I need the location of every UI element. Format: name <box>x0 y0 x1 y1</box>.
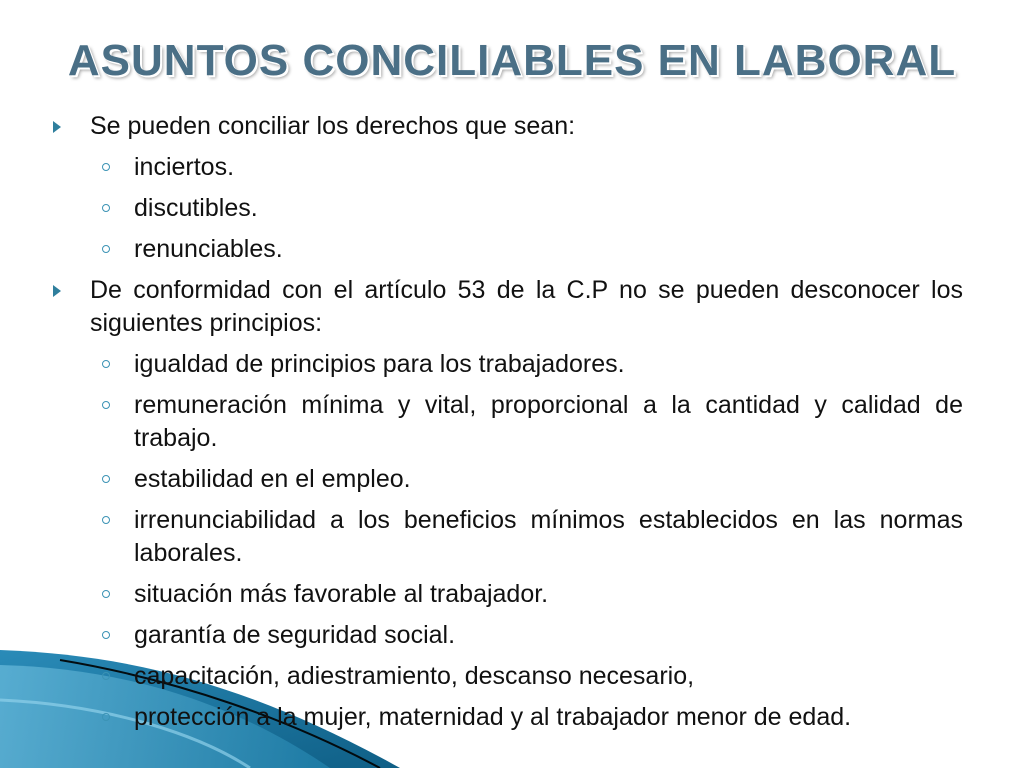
circle-bullet-icon <box>102 163 110 171</box>
sub-bullet-item <box>45 348 963 381</box>
sub-bullet-item <box>45 504 963 570</box>
sub-bullet-item <box>45 701 963 734</box>
bullet-text: capacitación, adiestramiento, descanso necesario, <box>134 662 695 690</box>
circle-bullet-icon <box>102 631 110 639</box>
circle-bullet-icon <box>102 245 110 253</box>
sub-bullet-item <box>45 660 963 693</box>
bullet-text: remuneración mínima y vital, proporcional a la cantidad y calidad de trabajo. <box>134 391 963 452</box>
sub-bullet-item <box>45 389 963 455</box>
bullet-text: igualdad de principios para los trabajadores. <box>134 350 625 378</box>
bullet-text: garantía de seguridad social. <box>134 621 456 649</box>
bullet-text: De conformidad con el artículo 53 de la C.P no se pueden desconocer los siguientes principios: <box>90 276 963 337</box>
bullet-text: situación más favorable al trabajador. <box>134 580 549 608</box>
circle-bullet-icon <box>102 672 110 680</box>
sub-bullet-item <box>45 233 963 266</box>
sub-bullet-item <box>45 463 963 496</box>
bullet-text: estabilidad en el empleo. <box>134 465 411 493</box>
slide-title: ASUNTOS CONCILIABLES EN LABORAL <box>67 36 957 85</box>
sub-bullet-item <box>45 151 963 184</box>
sub-bullet-item <box>45 578 963 611</box>
circle-bullet-icon <box>102 516 110 524</box>
bullet-text: inciertos. <box>134 153 235 181</box>
bullet-text: Se pueden conciliar los derechos que sean: <box>90 112 576 140</box>
arrow-bullet-icon <box>53 285 61 297</box>
circle-bullet-icon <box>102 401 110 409</box>
sub-bullet-item <box>45 619 963 652</box>
circle-bullet-icon <box>102 475 110 483</box>
sub-bullet-item <box>45 192 963 225</box>
circle-bullet-icon <box>102 204 110 212</box>
bullet-item <box>45 110 963 143</box>
circle-bullet-icon <box>102 590 110 598</box>
arrow-bullet-icon <box>53 121 61 133</box>
circle-bullet-icon <box>102 713 110 721</box>
bullet-text: discutibles. <box>134 194 258 222</box>
bullet-list <box>45 110 963 742</box>
bullet-text: renunciables. <box>134 235 283 263</box>
bullet-text: protección a la mujer, maternidad y al trabajador menor de edad. <box>134 703 852 731</box>
circle-bullet-icon <box>102 360 110 368</box>
bullet-text: irrenunciabilidad a los beneficios mínimos establecidos en las normas laborales. <box>134 506 963 567</box>
bullet-item <box>45 274 963 340</box>
